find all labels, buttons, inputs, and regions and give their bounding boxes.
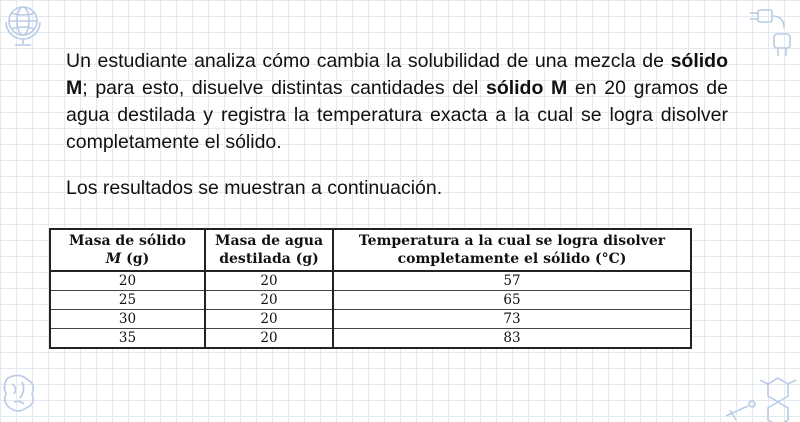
plug-icon: [744, 2, 798, 64]
table-row: [50, 329, 691, 349]
molecule-icon: [712, 370, 800, 422]
intro-bold-1: sólido M: [66, 50, 728, 99]
cell-temperature: 73: [333, 310, 691, 329]
intro-bold-2: sólido M: [485, 77, 568, 99]
results-table: [49, 228, 692, 349]
header-temperature-line2: completamente el sólido (°C): [397, 251, 627, 267]
cell-water-mass: 20: [205, 291, 333, 310]
header-temperature-line1: Temperatura a la cual se logra disolver: [358, 233, 666, 249]
table-row: [50, 271, 691, 291]
header-water-mass-line1: Masa de agua: [214, 233, 324, 249]
cell-solid-mass: 35: [50, 329, 205, 349]
cell-temperature: 83: [333, 329, 691, 349]
table-row: [50, 291, 691, 310]
cell-solid-mass: 20: [50, 271, 205, 291]
header-water-mass: [205, 229, 333, 271]
cell-water-mass: 20: [205, 329, 333, 349]
cell-solid-mass: 25: [50, 291, 205, 310]
cell-temperature: 65: [333, 291, 691, 310]
brain-icon: [0, 370, 40, 420]
results-paragraph: Los resultados se muestran a continuación.: [66, 177, 443, 199]
header-solid-mass-line1: Masa de sólido: [69, 233, 186, 249]
cell-solid-mass: 30: [50, 310, 205, 329]
intro-text-3: en 20 gramos de agua destilada y registra la temperatura exacta a la cual se logra disolver completamente el sólido.: [66, 77, 728, 153]
intro-paragraph: [66, 48, 728, 156]
header-solid-mass-var: M: [105, 251, 122, 267]
header-temperature: [333, 229, 691, 271]
header-solid-mass: [50, 229, 205, 271]
header-water-mass-line2: destilada (g): [219, 251, 319, 267]
intro-text-2: ; para esto, disuelve distintas cantidades del: [82, 77, 486, 99]
globe-icon: [2, 2, 44, 48]
table-header-row: [50, 229, 691, 271]
header-solid-mass-line2: [55, 250, 200, 268]
cell-water-mass: 20: [205, 310, 333, 329]
intro-text-1: Un estudiante analiza cómo cambia la solubilidad de una mezcla de: [66, 50, 671, 72]
cell-water-mass: 20: [205, 271, 333, 291]
table-row: [50, 310, 691, 329]
cell-temperature: 57: [333, 271, 691, 291]
header-solid-mass-unit: (g): [121, 251, 150, 267]
